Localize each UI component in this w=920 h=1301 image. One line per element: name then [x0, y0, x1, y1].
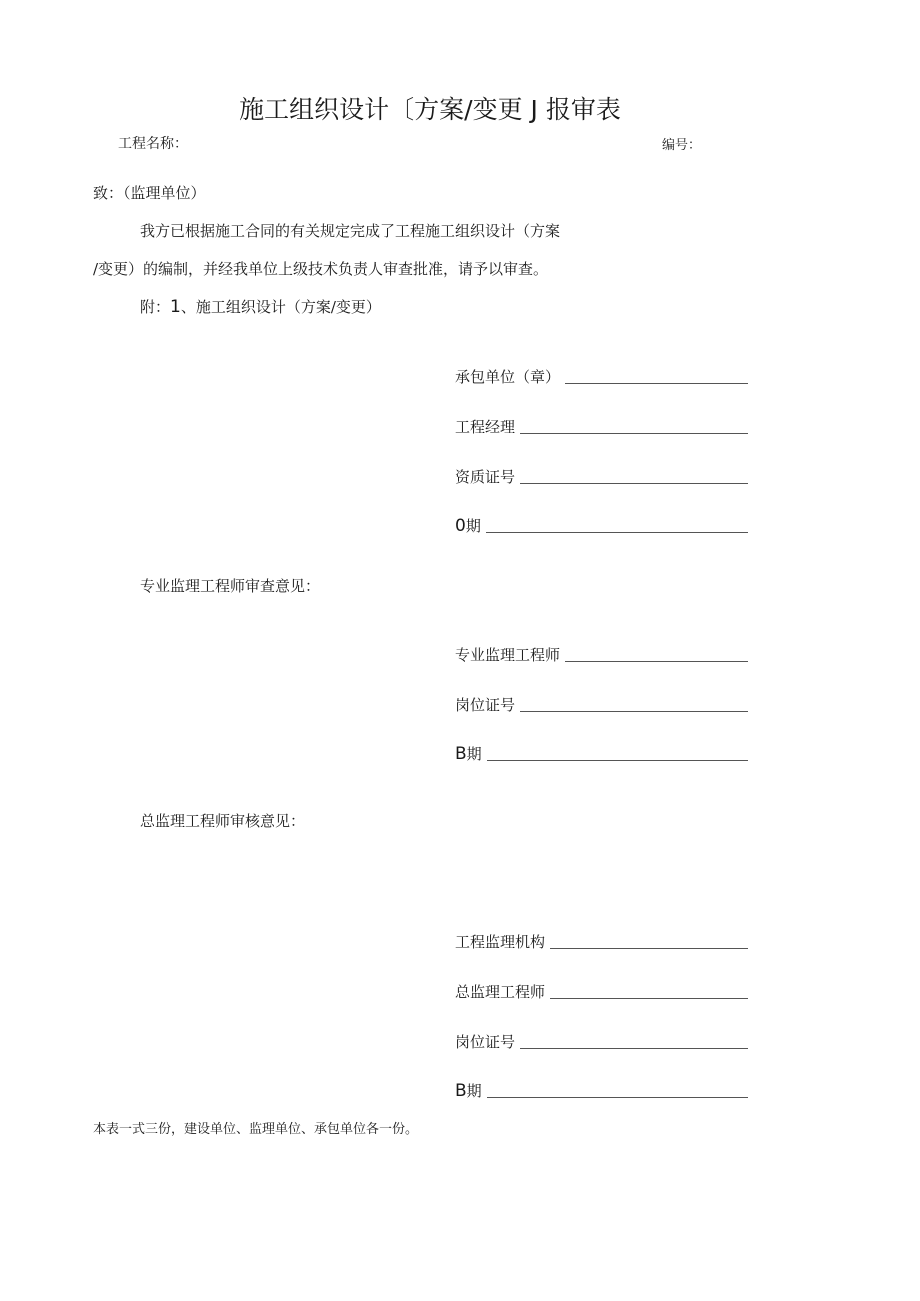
specialist-date-label: 期	[466, 745, 482, 763]
specialist-opinion-label: 专业监理工程师审查意见：	[140, 577, 321, 595]
chief-engineer-label: 总监理工程师	[455, 983, 546, 1001]
chief-date-label: 期	[466, 1082, 482, 1100]
specialist-engineer-label: 专业监理工程师	[455, 646, 561, 664]
contractor-manager-field	[455, 416, 748, 437]
contractor-cert-label: 资质证号	[455, 468, 516, 486]
contractor-date-prefix: 0	[455, 516, 466, 536]
number-label: 编号：	[662, 138, 702, 153]
contractor-date-label: 期	[465, 517, 481, 535]
chief-cert-label: 岗位证号	[455, 1033, 516, 1051]
project-name-label: 工程名称：	[118, 136, 188, 152]
contractor-unit-label: 承包单位（章）	[455, 368, 561, 386]
form-title: 施工组织设计〔方案/变更 J 报审表	[239, 95, 621, 124]
chief-cert-field	[455, 1031, 748, 1052]
attachment-prefix: 附：	[140, 298, 171, 316]
chief-engineer-field	[455, 981, 748, 1002]
chief-org-field	[455, 931, 748, 952]
specialist-engineer-field	[455, 644, 748, 665]
addressee-label: 致：（监理单位）	[93, 184, 206, 202]
attachment-number: 1	[170, 297, 181, 317]
contractor-manager-label: 工程经理	[455, 418, 516, 436]
contractor-cert-field	[455, 466, 748, 487]
contractor-date-field	[455, 515, 748, 536]
footer-note: 本表一式三份，建设单位、监理单位、承包单位各一份。	[93, 1122, 419, 1137]
signature-line[interactable]	[565, 661, 748, 662]
specialist-date-field	[455, 743, 748, 764]
body-line-2: /变更）的编制，并经我单位上级技术负责人审查批准，请予以审查。	[93, 260, 549, 278]
chief-org-label: 工程监理机构	[455, 933, 546, 951]
signature-line[interactable]	[520, 711, 748, 712]
signature-line[interactable]	[550, 998, 748, 999]
specialist-date-prefix: B	[455, 744, 467, 764]
signature-line[interactable]	[550, 948, 748, 949]
contractor-unit-field	[455, 366, 748, 387]
signature-line[interactable]	[565, 383, 748, 384]
attachment-text: 、施工组织设计（方案/变更）	[180, 298, 381, 316]
signature-line[interactable]	[486, 532, 748, 533]
signature-line[interactable]	[487, 760, 748, 761]
specialist-cert-label: 岗位证号	[455, 696, 516, 714]
chief-date-prefix: B	[455, 1081, 467, 1101]
body-line-1: 我方已根据施工合同的有关规定完成了工程施工组织设计（方案	[140, 222, 561, 240]
signature-line[interactable]	[520, 483, 748, 484]
specialist-cert-field	[455, 694, 748, 715]
signature-line[interactable]	[487, 1097, 748, 1098]
chief-opinion-label: 总监理工程师审核意见：	[140, 812, 306, 830]
chief-date-field	[455, 1080, 748, 1101]
signature-line[interactable]	[520, 433, 748, 434]
attachment-line	[140, 296, 381, 317]
signature-line[interactable]	[520, 1048, 748, 1049]
